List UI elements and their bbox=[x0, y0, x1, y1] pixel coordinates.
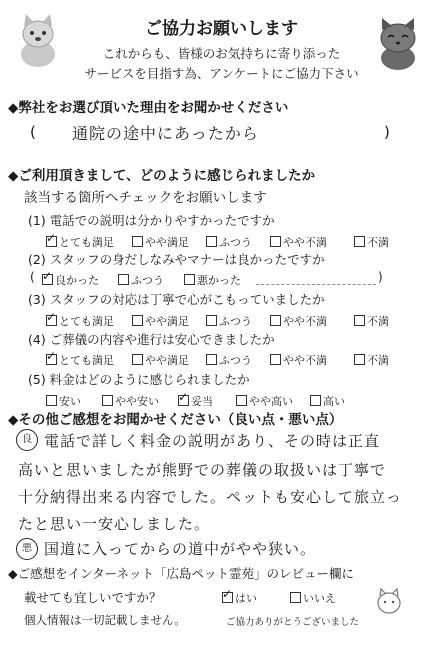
checkbox-checked-icon[interactable] bbox=[46, 354, 57, 365]
option[interactable]: 不満 bbox=[354, 313, 404, 329]
reason-heading: ◆弊社をお選び頂いた理由をお聞かせください bbox=[8, 100, 289, 116]
option[interactable]: ✓とても満足 bbox=[46, 352, 132, 368]
checkbox-checked-icon[interactable] bbox=[178, 395, 189, 406]
option-yes[interactable]: ✓ はい bbox=[222, 590, 290, 606]
checkbox-icon[interactable] bbox=[46, 395, 57, 406]
checkbox-icon[interactable] bbox=[184, 274, 195, 285]
checkbox-icon[interactable] bbox=[118, 274, 129, 285]
internet-heading: ◆ご感想をインターネット「広島ペット霊苑」のレビュー欄に bbox=[8, 566, 354, 581]
question-5: (5) 料金はどのように感じられましたか bbox=[28, 372, 250, 387]
reason-open-paren: ( bbox=[30, 123, 36, 141]
good-comment-line-3[interactable]: 十分納得出来る内容でした。ペットも安心して旅立っ bbox=[18, 488, 403, 506]
page-title: ご協力お願いします bbox=[145, 19, 298, 39]
question-4-options bbox=[46, 352, 404, 368]
bad-point-mark: 悪 bbox=[16, 538, 38, 560]
pet-illustration-icon bbox=[374, 586, 404, 616]
thanks-note: ご協力ありがとうございました bbox=[226, 617, 360, 628]
checkbox-checked-icon[interactable] bbox=[46, 315, 57, 326]
good-comment-line-2[interactable]: 高いと思いましたが熊野での葬儀の取扱いは丁寧で bbox=[18, 461, 387, 479]
option[interactable]: やや満足 bbox=[132, 234, 206, 250]
checkbox-icon[interactable] bbox=[354, 315, 365, 326]
checkbox-icon[interactable] bbox=[354, 236, 365, 247]
checkbox-icon[interactable] bbox=[132, 236, 143, 247]
question-2-open-paren: ( bbox=[30, 270, 35, 284]
option[interactable]: 不満 bbox=[354, 352, 404, 368]
checkbox-icon[interactable] bbox=[270, 354, 281, 365]
checkbox-icon[interactable] bbox=[206, 354, 217, 365]
impression-heading: ◆ご利用頂きまして、どのように感じられましたか bbox=[8, 168, 316, 184]
question-5-options bbox=[46, 393, 354, 409]
checkbox-icon[interactable] bbox=[102, 395, 113, 406]
option[interactable]: やや不満 bbox=[270, 313, 354, 329]
checkbox-icon[interactable] bbox=[290, 592, 301, 603]
reason-answer[interactable]: 通院の途中にあったから bbox=[72, 124, 259, 143]
option[interactable]: 悪かった bbox=[184, 272, 254, 288]
checkbox-checked-icon[interactable] bbox=[42, 274, 53, 285]
option[interactable]: やや安い bbox=[102, 393, 178, 409]
option[interactable]: ふつう bbox=[206, 313, 270, 329]
option[interactable]: ✓とても満足 bbox=[46, 234, 132, 250]
checkbox-icon[interactable] bbox=[354, 354, 365, 365]
privacy-note: 個人情報は一切記載しません。 bbox=[24, 613, 186, 627]
good-point-mark: 良 bbox=[16, 429, 38, 451]
good-comment-line-4[interactable]: たと思い一安心しました。 bbox=[18, 515, 211, 533]
option[interactable]: やや満足 bbox=[132, 313, 206, 329]
question-1-options bbox=[46, 234, 404, 250]
option[interactable]: ✓ 良かった bbox=[42, 272, 118, 288]
checkbox-icon[interactable] bbox=[206, 315, 217, 326]
checkbox-checked-icon[interactable] bbox=[222, 592, 233, 603]
option[interactable]: ✓とても満足 bbox=[46, 313, 132, 329]
checkbox-icon[interactable] bbox=[132, 315, 143, 326]
question-4: (4) ご葬儀の内容や進行は安心できましたか bbox=[28, 332, 275, 347]
checkbox-icon[interactable] bbox=[270, 236, 281, 247]
option[interactable]: やや高い bbox=[236, 393, 310, 409]
option[interactable]: ふつう bbox=[206, 234, 270, 250]
internet-options bbox=[222, 590, 350, 606]
question-1: (1) 電話での説明は分かりやすかったですか bbox=[28, 213, 275, 228]
option[interactable]: 高い bbox=[310, 393, 354, 409]
question-2: (2) スタッフの身だしなみやマナーは良かったですか bbox=[28, 252, 325, 267]
option[interactable]: やや不満 bbox=[270, 234, 354, 250]
option[interactable]: 不満 bbox=[354, 234, 404, 250]
option[interactable]: ✓ 妥当 bbox=[178, 393, 236, 409]
option-no[interactable]: いいえ bbox=[290, 590, 350, 606]
checkbox-icon[interactable] bbox=[206, 236, 217, 247]
bad-comment-line-1[interactable]: 国道に入ってからの道中がやや狭い。 bbox=[44, 540, 317, 558]
question-2-blank bbox=[256, 284, 376, 285]
reason-close-paren: ) bbox=[384, 123, 390, 141]
checkbox-icon[interactable] bbox=[236, 395, 247, 406]
question-3: (3) スタッフの対応は丁寧で心がこもっていましたか bbox=[28, 292, 325, 307]
option[interactable]: 安い bbox=[46, 393, 102, 409]
checkbox-icon[interactable] bbox=[132, 354, 143, 365]
intro-line-2: サービスを目指す為、アンケートにご協力下さい bbox=[84, 66, 359, 81]
impression-subheading: 該当する箇所へチェックをお願いします bbox=[24, 190, 267, 206]
good-comment-line-1[interactable]: 電話で詳しく料金の説明があり、その時は正直 bbox=[44, 432, 381, 450]
internet-question: 載せても宜しいですか？ bbox=[24, 590, 162, 605]
checkbox-icon[interactable] bbox=[270, 315, 281, 326]
intro-line-1: これからも、皆様のお気持ちに寄り添った bbox=[102, 46, 341, 61]
option[interactable]: ふつう bbox=[118, 272, 184, 288]
comments-heading: ◆その他ご感想をお聞かせください（良い点・悪い点） bbox=[8, 412, 343, 428]
question-2-options bbox=[42, 272, 254, 288]
question-3-options bbox=[46, 313, 404, 329]
question-2-close-paren: ) bbox=[378, 270, 383, 284]
checkbox-icon[interactable] bbox=[310, 395, 321, 406]
option[interactable]: やや満足 bbox=[132, 352, 206, 368]
checkbox-checked-icon[interactable] bbox=[46, 236, 57, 247]
option[interactable]: ふつう bbox=[206, 352, 270, 368]
option[interactable]: やや不満 bbox=[270, 352, 354, 368]
